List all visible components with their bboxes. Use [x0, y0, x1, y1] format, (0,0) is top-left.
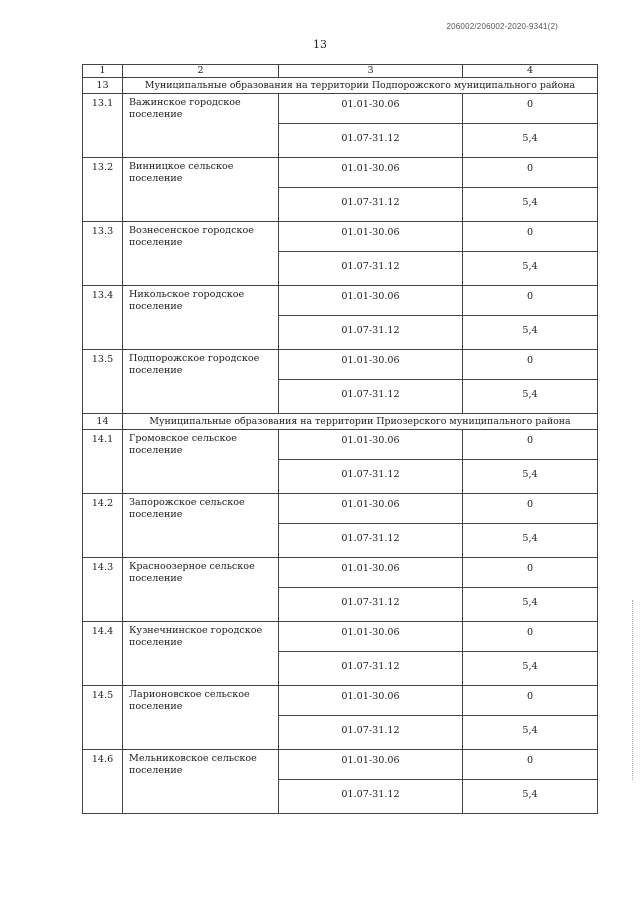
value-cell: 5,4: [463, 716, 598, 750]
period-cell: 01.01-30.06: [279, 558, 463, 588]
table-row: [83, 430, 598, 460]
value-cell: 5,4: [463, 124, 598, 158]
period-cell: 01.01-30.06: [279, 686, 463, 716]
value-cell: 5,4: [463, 524, 598, 558]
item-number: 14.2: [83, 494, 123, 558]
header-row: [83, 65, 598, 78]
period-cell: 01.01-30.06: [279, 494, 463, 524]
table-row: [83, 686, 598, 716]
period-cell: 01.01-30.06: [279, 222, 463, 252]
item-number: 13.2: [83, 158, 123, 222]
scan-edge-dots: [632, 600, 634, 780]
period-cell: 01.07-31.12: [279, 588, 463, 622]
table-row: [83, 558, 598, 588]
settlement-name: Кузнечнинское городское поселение: [123, 622, 279, 686]
period-cell: 01.07-31.12: [279, 460, 463, 494]
item-number: 14.1: [83, 430, 123, 494]
value-cell: 0: [463, 94, 598, 124]
item-number: 14.5: [83, 686, 123, 750]
settlement-name: Ларионовское сельское поселение: [123, 686, 279, 750]
settlement-name: Вознесенское городское поселение: [123, 222, 279, 286]
period-cell: 01.07-31.12: [279, 380, 463, 414]
header-cell: 2: [123, 65, 279, 78]
section-number: 14: [83, 414, 123, 430]
header-cell: 1: [83, 65, 123, 78]
header-cell: 4: [463, 65, 598, 78]
settlement-name: Важинское городское поселение: [123, 94, 279, 158]
value-cell: 0: [463, 350, 598, 380]
item-number: 14.3: [83, 558, 123, 622]
value-cell: 5,4: [463, 460, 598, 494]
item-number: 13.5: [83, 350, 123, 414]
value-cell: 5,4: [463, 316, 598, 350]
period-cell: 01.07-31.12: [279, 252, 463, 286]
table-row: [83, 494, 598, 524]
document-id: 206002/206002-2020-9341(2): [446, 22, 558, 31]
period-cell: 01.01-30.06: [279, 622, 463, 652]
settlement-name: Красноозерное сельское поселение: [123, 558, 279, 622]
section-title: Муниципальные образования на территории Подпорожского муниципального района: [123, 78, 598, 94]
period-cell: 01.01-30.06: [279, 430, 463, 460]
item-number: 14.6: [83, 750, 123, 814]
period-cell: 01.07-31.12: [279, 188, 463, 222]
period-cell: 01.07-31.12: [279, 716, 463, 750]
settlement-name: Громовское сельское поселение: [123, 430, 279, 494]
period-cell: 01.07-31.12: [279, 652, 463, 686]
period-cell: 01.01-30.06: [279, 350, 463, 380]
item-number: 13.3: [83, 222, 123, 286]
settlement-name: Мельниковское сельское поселение: [123, 750, 279, 814]
value-cell: 0: [463, 622, 598, 652]
period-cell: 01.01-30.06: [279, 94, 463, 124]
value-cell: 0: [463, 494, 598, 524]
settlement-name: Подпорожское городское поселение: [123, 350, 279, 414]
value-cell: 0: [463, 750, 598, 780]
data-table: [82, 64, 598, 814]
value-cell: 0: [463, 558, 598, 588]
section-row: [83, 414, 598, 430]
table-row: [83, 622, 598, 652]
value-cell: 5,4: [463, 188, 598, 222]
period-cell: 01.07-31.12: [279, 524, 463, 558]
table-row: [83, 158, 598, 188]
table-row: [83, 222, 598, 252]
table-row: [83, 350, 598, 380]
period-cell: 01.07-31.12: [279, 316, 463, 350]
section-row: [83, 78, 598, 94]
value-cell: 0: [463, 222, 598, 252]
period-cell: 01.01-30.06: [279, 158, 463, 188]
value-cell: 0: [463, 286, 598, 316]
period-cell: 01.01-30.06: [279, 286, 463, 316]
page-number: 13: [313, 38, 327, 51]
section-number: 13: [83, 78, 123, 94]
item-number: 13.4: [83, 286, 123, 350]
table-row: [83, 94, 598, 124]
header-cell: 3: [279, 65, 463, 78]
settlement-name: Запорожское сельское поселение: [123, 494, 279, 558]
settlement-name: Винницкое сельское поселение: [123, 158, 279, 222]
value-cell: 5,4: [463, 588, 598, 622]
item-number: 14.4: [83, 622, 123, 686]
table-body: [83, 65, 598, 814]
period-cell: 01.07-31.12: [279, 124, 463, 158]
value-cell: 5,4: [463, 780, 598, 814]
value-cell: 5,4: [463, 380, 598, 414]
period-cell: 01.07-31.12: [279, 780, 463, 814]
table-row: [83, 286, 598, 316]
table-row: [83, 750, 598, 780]
value-cell: 0: [463, 430, 598, 460]
value-cell: 0: [463, 686, 598, 716]
value-cell: 5,4: [463, 252, 598, 286]
item-number: 13.1: [83, 94, 123, 158]
settlement-name: Никольское городское поселение: [123, 286, 279, 350]
value-cell: 0: [463, 158, 598, 188]
period-cell: 01.01-30.06: [279, 750, 463, 780]
value-cell: 5,4: [463, 652, 598, 686]
section-title: Муниципальные образования на территории Приозерского муниципального района: [123, 414, 598, 430]
